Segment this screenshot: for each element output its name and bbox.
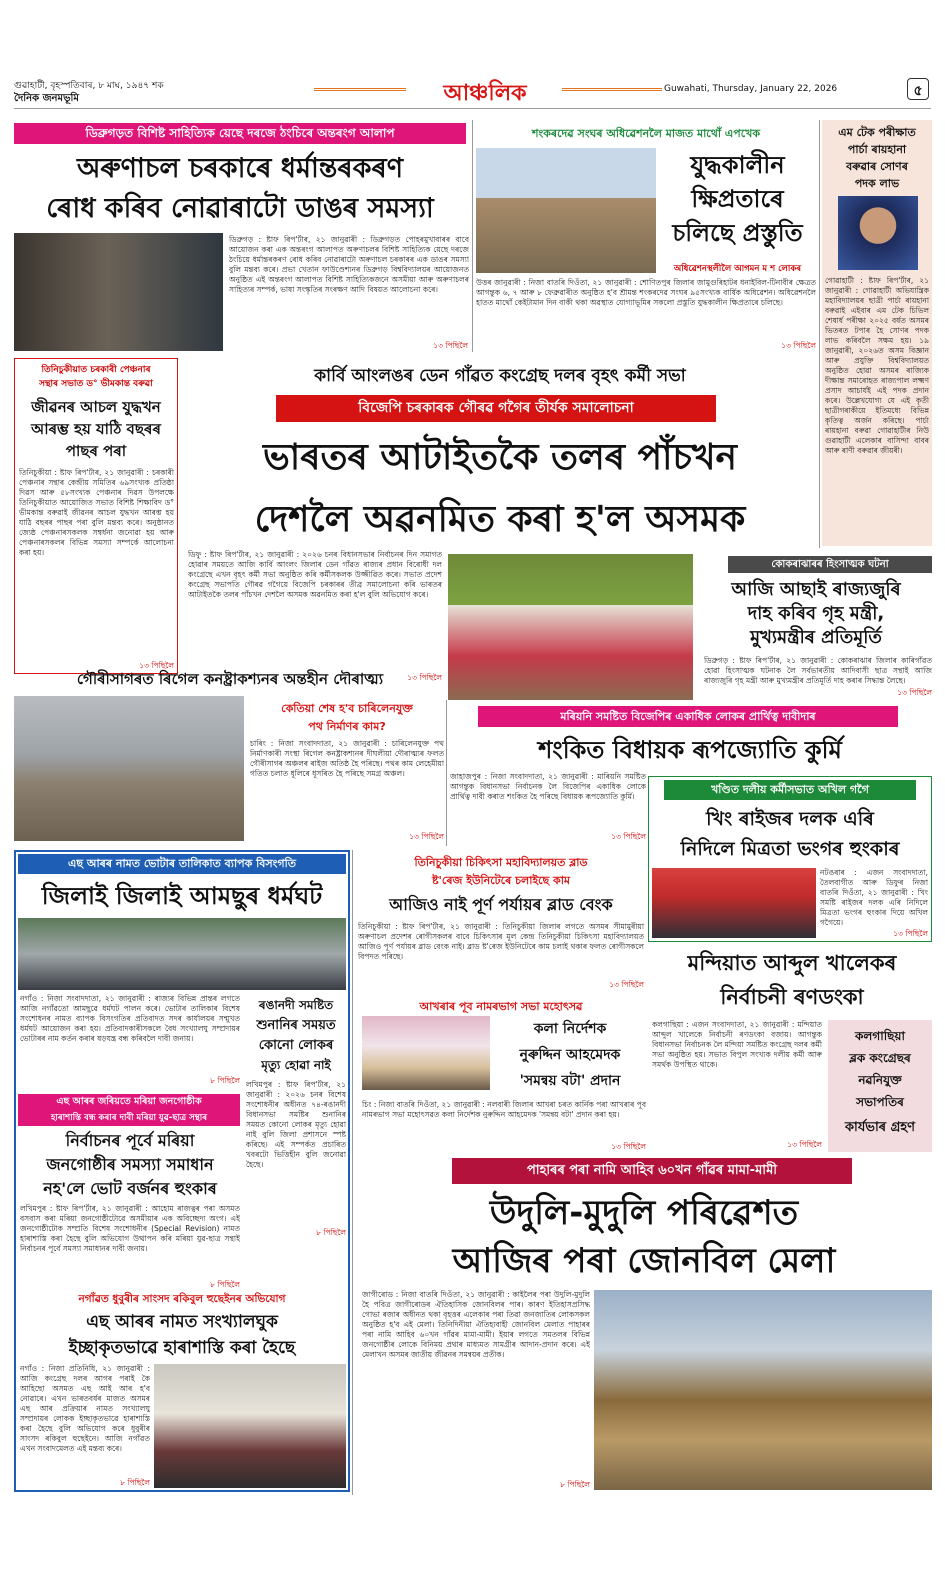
column-rule-2 (819, 120, 820, 548)
story5-headline-1: ভাৰতৰ আটাইতকৈ তলৰ পাঁচখন (262, 437, 738, 478)
story11-body: লখিমপুৰ : ষ্টাফ ৰিপ'ৰ্টাৰ, ২১ জানুৱাৰী : ২০২৬ চনৰ বিশেষ সংশোধনীৰ অধীনত ৭৪-ৰঙানদী বিধানসভা সমষ্টিৰ শুনানিৰ সময়ত কোনো লোকৰ মৃত্যু হোৱা নাই বুলি জিলা প্ৰশাসনে স্পষ্ট কৰিছে। এই সম্পৰ্কত প্ৰচাৰিত খবৰটো ভিত্তিহীন বুলি জনোৱা হৈছে। (246, 1080, 346, 1169)
header-left-date: গুৱাহাটী, বৃহস্পতিবাৰ, ৮ মাঘ, ১৯৪৭ শক (14, 81, 164, 91)
story5-continued: ১৩ পিছিলৈ (407, 673, 442, 682)
story18-headline-1: উদুলি-মুদুলি পৰিৱেশত (489, 1193, 799, 1233)
story2-caption: অধিৱেশনস্থলীলৈ আগমন ম শ লোকৰ (673, 264, 802, 274)
story9-body: নটঙৰাৰ : এজন সংবাদদাতা, তৈলবাগীত আৰু ডিফুৰ নিজা বাতৰি দিওঁতা, ২১ জানুৱাৰী : খিং সমষ্টি ৰাইজৰ দলক এৰি নিদিলে মিত্ৰতা ভংগৰ হুংকাৰ দিয়ে অখিল গগৈয়ে। (820, 868, 928, 927)
story14-headline: আজিও নাই পূৰ্ণ পৰ্যায়ৰ ব্লাড বেংক (389, 895, 613, 914)
story9-kicker: খণ্ডিত দলীয় কৰ্মীসভাত অখিল গগৈ (664, 780, 916, 800)
story14-kicker-1: তিনিচুকীয়া চিকিৎসা মহাবিদ্যালয়ত ব্লাড (414, 856, 588, 869)
story9-headline-1: খিং ৰাইজৰ দলক এৰি (706, 808, 874, 830)
story6-headline-3: মুখ্যমন্ত্ৰীৰ প্ৰতিমূৰ্তি (750, 627, 882, 648)
story4-continued: ১৩ পিছিলৈ (139, 661, 174, 670)
column-rule-1 (472, 120, 473, 352)
story8-headline: শংকিত বিধায়ক ৰূপজ্যোতি কুৰ্মি (538, 736, 842, 764)
story16-continued: ১৩ পিছিলৈ (787, 1140, 822, 1149)
story12-headline-1: নিৰ্বাচনৰ পূৰ্বে মৰিয়া (65, 1131, 195, 1150)
story10-body: নগাঁও : নিজা সংবাদদাতা, ২১ জানুৱাৰী : ৰাজ্যৰ বিভিন্ন প্ৰান্তৰ লগতে আজি নগাঁৱতো আমছুৱে ধৰ্মঘট পালন কৰে। ভোটাৰ তালিকাৰ বিশেষ সংশোধনৰ নামত ব্যাপক বিসংগতিৰ প্ৰতিবাদত সদৰ কাৰ্যালয়ৰ সন্মুখত ধৰ্মঘট আয়োজন কৰা হয়। প্ৰতিবাদকাৰীসকলে বৈধ সংখ্যালঘু সম্প্ৰদায়ৰ ভোটাৰৰ নাম কৰ্তন কৰাৰ ষড়যন্ত্ৰ বন্ধ কৰিবলৈ দাবী জনায়। (20, 994, 240, 1043)
story1-body: ডিব্ৰুগড় : ষ্টাফ ৰিপ'ৰ্টাৰ, ২১ জানুৱাৰী : ডিব্ৰুগড়ত পোহৰমুখাবাৰৰ বাবে আয়োজন কৰা এক অন্তৰংগ আলাপত অৰুণাচলৰ বিশিষ্ট সাহিত্যিক য়েছে দৰজে ঠংচিয়ে ধৰ্মান্তৰকৰণ ৰোধ কৰিব নোৱাৰাটো অৰুণাচল চৰকাৰৰ এক ডাঙৰ সমস্যা বুলি মন্তব্য কৰে। প্ৰভা খেতান ফাউণ্ডেশ্যনৰ ডিব্ৰুগড় বিশ্ববিদ্যালয়ৰ আয়োজনত অনুষ্ঠিত এই অন্তৰংগ আলাপত বিশিষ্ট সাহিত্যিকজনে অসমীয়া আৰু অৰুণাচলৰ সাহিত্যৰ সম্পৰ্ক, ভাষা সংস্কৃতিৰ সংৰক্ষণ আদি বিষয়ত আলোচনা কৰে। (229, 235, 469, 294)
story4-headline-3: পাছৰ পৰা (65, 442, 127, 460)
header-rule-right (562, 88, 662, 91)
story14-continued: ১৩ পিছিলৈ (609, 980, 644, 989)
story12-kicker-2: হাৰাশাস্তি বন্ধ কৰাৰ দাবী মৰিয়া যুৱ-ছাত্ৰ সন্থাৰ (18, 1110, 240, 1126)
story17-headline-4: সভাপতিৰ (856, 1095, 904, 1109)
story1-continued: ১৩ পিছিলৈ (433, 341, 468, 350)
story14-kicker-2: ষ্ট'ৰেজ ইউনিটেৰে চলাইছে কাম (431, 874, 571, 887)
story2-headline-3: চলিছে প্ৰস্তুতি (672, 219, 803, 247)
story14-body: তিনিচুকীয়া : ষ্টাফ ৰিপ'ৰ্টাৰ, ২১ জানুৱাৰী : তিনিচুকীয়া জিলাৰ লগতে অসমৰ সীমামুৰীয়া অৰুণাচল প্ৰদেশৰ ৰোগীসকলৰ বাবে চিকিৎসাৰ মূল কেন্দ্ৰ তিনিচুকীয়া চিকিৎসা মহাবিদ্যালয়ত আজিও পূৰ্ণ পৰ্যায়ৰ ব্লাড বেংক নাই। ব্লাড ষ্ট'ৰেজ ইউনিটেৰে কাম চলাই থকাৰ ফলত ৰোগীসকলে বিপদত পৰিছে। (358, 922, 644, 961)
story6-continued: ১৩ পিছিলৈ (897, 688, 932, 697)
story11-headline-4: মৃত্যু হোৱা নাই (261, 1058, 331, 1072)
story10-headline: জিলাই জিলাই আমছুৰ ধৰ্মঘট (41, 882, 323, 910)
story12-kicker-1: এছ আৰৰ জৰিয়তে মৰিয়া জনগোষ্ঠীক (18, 1094, 240, 1110)
story13-body: নগাঁও : নিজা প্ৰতিনিধি, ২১ জানুৱাৰী : আজি কংগ্ৰেছ দলৰ আগৰ পৰাই কৈ আহিছো অসমত এছ আই আৰ হ'ব নোৱাৰে। এখন ভাৰতবৰ্ষৰ মাজত অসমৰ এছ আৰ প্ৰক্ৰিয়াৰ নামত সংখ্যালঘু সম্প্ৰদায়ৰ লোকক ইচ্ছাকৃতভাৱে হাৰাশাস্তি কৰা হৈছে বুলি অভিযোগ কৰে ধুবুৰীৰ সাংসদ ৰকিবুল হুছেইনে। আজি নগাঁৱত এখন সংবাদমেলত এই মন্তব্য কৰে। (20, 1364, 150, 1453)
story1-kicker: ডিব্ৰুগড়ত বিশিষ্ট সাহিত্যিক য়েছে দৰজে ঠংচিৰে অন্তৰংগ আলাপ (14, 123, 466, 144)
story13-headline-2: ইচ্ছাকৃতভাৱে হাৰাশাস্তি কৰা হৈছে (68, 1338, 296, 1358)
story17-headline-3: নৱনিযুক্ত (858, 1073, 902, 1087)
story9-continued: ১৩ পিছিলৈ (893, 929, 928, 938)
story6-body: ডিব্ৰুগড় : ষ্টাফ ৰিপ'ৰ্টাৰ, ২১ জানুৱাৰী : কোকৰাঝাৰ জিলাৰ কাৰিগাঁৱত হোৱা হিংসাত্মক ঘটনাক লৈ সৰ্বভাৰতীয় আদিবাসী ছাত্ৰ সন্থাই আজি ৰাজ্যজুৰি গৃহ মন্ত্ৰী আৰু মুখ্যমন্ত্ৰীৰ প্ৰতিমূৰ্তি দাহ কৰাৰ সিদ্ধান্ত লৈছে। (704, 656, 932, 685)
story15-headline-3: 'সমন্বয় বটা' প্ৰদান (519, 1073, 621, 1089)
story17-headline-5: কাৰ্যভাৰ গ্ৰহণ (844, 1120, 916, 1135)
story5-headline: কাৰ্বি আংলঙৰ ডেন গাঁৱত কংগ্ৰেছ দলৰ বৃহৎ কৰ্মী সভা (314, 366, 686, 386)
story16-headline-1: মন্দিয়াত আব্দুল খালেকৰ (687, 951, 897, 975)
header-divider (14, 108, 931, 109)
header-paper-name: দৈনিক জনমভূমি (14, 93, 79, 104)
story18-photo (594, 1290, 932, 1490)
story2-headline-2: ক্ষিপ্ৰতাৰে (691, 185, 784, 213)
story4-body: তিনিচুকীয়া : ষ্টাফ ৰিপ'ৰ্টাৰ, ২১ জানুৱাৰী : চৰকাৰী পেঞ্চনাৰ সন্থাৰ কেন্দ্ৰীয় সমিতিৰ ৬৯সংখ্যক প্ৰতিষ্ঠা দিৱস আৰু ৫৮সংখ্যক পেঞ্চনাৰ দিৱস উপলক্ষে তিনিচুকীয়াত আয়োজিত সভাত বিশিষ্ট শিক্ষাবিদ ড° ভীমকান্ত বৰুৱাই জীৱনৰ আচল যুদ্ধখন আৰম্ভ হয় যাঠি বছৰৰ পাছৰ পৰা বুলি মন্তব্য কৰে। অনুষ্ঠানত জ্যেষ্ঠ পেঞ্চনাৰসকলক সম্বৰ্ধনা জনোৱা হয় আৰু পেঞ্চনাৰসকলৰ বিভিন্ন সমস্যা সম্পৰ্কে আলোচনা কৰা হয়। (19, 468, 174, 557)
story17-headline-2: ব্লক কংগ্ৰেছৰ (849, 1051, 911, 1065)
story11-headline-1: ৰঙানদী সমষ্টিত (258, 998, 334, 1012)
story4-kicker-2: সন্থাৰ সভাত ড° ভীমকান্ত বৰুৱা (39, 379, 153, 389)
story7-headline: গৌৰীসাগৰত ৰিগেল কনষ্ট্ৰাকশ্যনৰ অন্তহীন দৌৰাত্ম্য (76, 670, 384, 688)
story2-body: উত্তৰ জানুৱাৰী : নিজা বাতৰি দিওঁতা, ২১ জানুৱাৰী : শোণিতপুৰ জিলাৰ জামুগুৰিহাটৰ ধনাইবিল-টিনাবীৰ ক্ষেত্ৰত আগন্তুক ৬, ৭ আৰু ৮ ফেব্ৰুৱাৰীত অনুষ্ঠিত হ'ব শ্ৰীমন্ত শংকৰদেৱ সংঘৰ ৯৫সংখ্যক বাৰ্ষিক অধিৱেশন। অধিৱেশনলৈ হাতত মাথোঁ কেইটামান দিন বাকী থকা অৱস্থাত যোগ্যাভূমিৰ সকলো প্ৰস্তুতি যুদ্ধকালীন ক্ষিপ্ৰতাৰে চলিছে। (476, 278, 816, 307)
story10-continued: ৮ পিছিলৈ (210, 1076, 240, 1085)
story4-headline-2: আৰম্ভ হয় যাঠি বছৰৰ (31, 420, 161, 438)
story1-headline-1: অৰুণাচল চৰকাৰে ধৰ্মান্তৰকৰণ (76, 153, 404, 184)
story6-headline-1: আজি আছাই ৰাজ্যজুৰি (731, 579, 901, 600)
story18-continued: ৮ পিছিলৈ (560, 1480, 590, 1489)
story16-body: কলগাছিয়া : এজন সংবাদদাতা, ২১ জানুৱাৰী : মন্দিয়াত আব্দুল খালেকে নিৰ্বাচনী ৰণডংকা বজায়। আগন্তুক বিধানসভা নিৰ্বাচনক লৈ মন্দিয়া সমষ্টিত কংগ্ৰেছ দলৰ কৰ্মী সভা অনুষ্ঠিত হয়। সভাত বিপুল সংখ্যক দলীয় কৰ্মী আৰু সমৰ্থক উপস্থিত থাকে। (652, 1020, 822, 1069)
story18-body: জাগীৰোড : নিজা বাতৰি দিওঁতা, ২১ জানুৱাৰী : কাইলৈৰ পৰা উদুলি-মুদুলি হৈ পবিত্ৰ জাগীৰোডৰ ঐতিহাসিক জোনবিলৰ পাৰ। কাৰণ ইতিহাসপ্ৰসিদ্ধ গোভা ৰজাৰ অধীনত থকা বৃহত্তৰ এলেকাৰ পৰা তিৱা জনজাতিৰ লোকসকল অনুষ্ঠিত হ'ব এই মেলা। তিনিদিনীয়া ঐতিহ্যবাহী জোনবিল মেলাত পাহাৰৰ পৰা নামি আহিব ৬০খন গাঁৱৰ মামা-মামী। ইয়াৰ লগতে সমতলৰ বিভিন্ন জনগোষ্ঠীৰ লোকে বিনিময় প্ৰথাৰ মাধ্যমত সামগ্ৰীৰ আদান-প্ৰদান কৰে। এই মেলাখন অসমৰ জাতীয় জীৱনৰ সমন্বয়ৰ প্ৰতীক। (362, 1290, 590, 1359)
story18-kicker: পাহাৰৰ পৰা নামি আহিব ৬০খন গাঁৱৰ মামা-মামী (452, 1158, 852, 1184)
story5-headline-2: দেশলৈ অৱনমিত কৰা হ'ল অসমক (254, 499, 746, 540)
column-rule-4 (352, 850, 353, 1495)
story8-body: জাহাজপুৰ : নিজা সংবাদদাতা, ২১ জানুৱাৰী : মাৰিয়নি সমষ্টিত আগন্তুক বিধানসভা নিৰ্বাচনক লৈ বিজেপিৰ একাধিক লোকে প্ৰাৰ্থিত্ব দাবী কৰাত শংকিত হৈ পৰিছে বিধায়ক ৰূপজ্যোতি কুৰ্মি। (450, 772, 646, 801)
story2-photo (476, 148, 656, 273)
story10-photo (18, 918, 346, 990)
story18-headline-2: আজিৰ পৰা জোনবিল মেলা (452, 1241, 836, 1281)
story10-kicker: এছ আৰৰ নামত ভোটাৰ তালিকাত ব্যাপক বিসংগতি (18, 854, 346, 874)
page-number: ৫ (907, 78, 929, 100)
story11-headline-3: কোনো লোকৰ (258, 1038, 334, 1053)
story11-headline-2: শুনানিৰ সময়ত (256, 1018, 336, 1033)
story9-headline-2: নিদিলে মিত্ৰতা ভংগৰ হুংকাৰ (680, 838, 900, 860)
masthead (14, 78, 931, 108)
story3-headline-3: বৰুৱাৰ সোণৰ (846, 160, 908, 173)
story15-headline-1: কলা নিৰ্দেশক (533, 1021, 607, 1037)
story13-headline-1: এছ আৰৰ নামত সংখ্যালঘুক (86, 1312, 278, 1332)
story5-kicker: বিজেপি চৰকাৰক গৌৰৱ গগৈৰ তীৰ্যক সমালোচনা (276, 395, 716, 422)
story13-photo (154, 1364, 346, 1488)
story3-body: গোৱাহাটী : ষ্টাফ ৰিপ'ৰ্টাৰ, ২১ জানুৱাৰী : গোৱাহাটী অভিযান্ত্ৰিক মহাবিদ্যালয়ৰ ছাত্ৰী পাৰ্চা ৰায়হানা বৰুৱাই এইবাৰ এম টেক চিভিল শেষাৰ্ধ পৰীক্ষা ২০২৫ বৰ্ষত অসমৰ ভিতৰত টপাৰ হৈ সোণৰ পদক লাভ কৰিবলৈ সক্ষম হয়। ১৯ জানুৱাৰী, ২০২৬ত অসম বিজ্ঞান আৰু প্ৰযুক্তি বিশ্ববিদ্যালয়ত অনুষ্ঠিত হোৱা অসমৰ ৰাজ্যিক দীক্ষান্ত সমাৰোহত ৰাজ্যপাল লক্ষ্মণ প্ৰসাদ আচাৰ্যই এই পদক প্ৰদান কৰে। উল্লেখযোগ্য যে এই কৃতী ছাত্ৰীগৰাকীয়ে ইতিমধ্যে বিভিন্ন কৃতিত্ব অৰ্জন কৰিছে। পাৰ্চা ৰায়হানা বৰুৱা গোৱাহাটীৰ নিউ গুৱাহাটী এলেকাৰ বাসিন্দা বাবৰ আৰু ৰাণী বৰুৱাৰ জীয়ৰী। (825, 276, 929, 455)
story3-headline-1: এম টেক পৰীক্ষাত (838, 126, 916, 139)
story1-photo (14, 233, 223, 351)
story12-body: লখিমপুৰ : ষ্টাফ ৰিপ'ৰ্টাৰ, ২১ জানুৱাৰী : আহোম ৰাজত্বৰ পৰা অসমত বসবাস কৰা মৰিয়া জনগোষ্ঠীটোৱে অসমীয়াৰ এক অবিচ্ছেদ্য অংগ। এই জনগোষ্ঠীটোক সম্প্ৰতি বিশেষ সংশোধনীৰ (Special Revision) নামত হাৰাশাস্তি কৰা হৈছে বুলি অভিযোগ উত্থাপন কৰি মৰিয়া যুৱ-ছাত্ৰ সন্থাই নিৰ্বাচনৰ পূৰ্বে সমস্যা সমাধানৰ দাবী জনায়। (20, 1204, 240, 1253)
story15-body: চিং : নিজা বাতৰি দিওঁতা, ২১ জানুৱাৰী : নলবাৰী জিলাৰ আখৰা চৰত কাৰ্নিক পৰা আখৰাৰ পূব নামৰভাগ সভা মহোৎসৱত কলা নিৰ্দেশক নুৰুদ্দিন আহমেদক 'সমন্বয় বটা' প্ৰদান কৰা হয়। (362, 1100, 646, 1119)
story3-photo (838, 196, 918, 270)
story16-headline-2: নিৰ্বাচনী ৰণডংকা (720, 985, 864, 1009)
story8-continued: ১৩ পিছিলৈ (611, 832, 646, 841)
story7-subhead-1: কেতিয়া শেষ হ'ব চাৰিলেনযুক্ত (281, 702, 413, 715)
story13-continued: ৮ পিছিলৈ (120, 1478, 150, 1487)
story17-headline-1: কলগাছিয়া (855, 1029, 905, 1043)
story2-continued: ১৩ পিছিলৈ (781, 341, 816, 350)
story6-kicker: কোকৰাঝাৰৰ হিংসাত্মক ঘটনা (728, 556, 932, 573)
story15-photo (362, 1016, 490, 1090)
story4-kicker-1: তিনিচুকীয়াত চৰকাৰী পেঞ্চনাৰ (41, 365, 151, 375)
story2-headline-1: যুদ্ধকালীন (690, 151, 785, 179)
story5-rally-photo (448, 554, 693, 700)
story15-headline-2: নুৰুদ্দিন আহমেদক (519, 1047, 621, 1063)
story12-headline-3: নহ'লে ভোট বৰ্জনৰ হুংকাৰ (43, 1179, 217, 1198)
story8-kicker: মৰিয়নি সমষ্টিত বিজেপিৰ একাধিক লোকৰ প্ৰাৰ্থিত্ব দাবীদাৰ (478, 706, 898, 727)
header-rule-left (314, 88, 406, 91)
story3-headline-2: পাৰ্চা ৰায়হানা (847, 143, 907, 156)
story15-kicker: আখৰাৰ পূব নামৰভাগ সভা মহোৎসৱ (419, 1000, 583, 1013)
story1-headline-2: ৰোধ কৰিব নোৱাৰাটো ডাঙৰ সমস্যা (46, 193, 434, 224)
story9-photo (652, 868, 816, 938)
story7-photo (14, 696, 244, 841)
story15-continued: ১৩ পিছিলৈ (611, 1142, 646, 1151)
story11-continued: ৮ পিছিলৈ (316, 1228, 346, 1237)
column-rule-3 (446, 700, 447, 846)
story3-headline-4: পদক লাভ (854, 177, 900, 190)
story13-kicker: নগাঁৱত ধুবুৰীৰ সাংসদ ৰকিবুল হুছেইনৰ অভিযোগ (78, 1293, 286, 1305)
story5-body: ডিফু : ষ্টাফ ৰিপ'ৰ্টাৰ, ২১ জানুৱাৰী : ২০২৬ চনৰ বিধানসভাৰ নিৰ্বাচনৰ দিন সমাগত হোৱাৰ সময়তে আজি কাৰ্বি আংলং জিলাৰ ডেন গাঁৱত ৰাজ্যৰ প্ৰধান বিৰোধী দল কংগ্ৰেছে এখন বৃহৎ কৰ্মী সভা অনুষ্ঠিত কৰি কৰ্মীসকলক উজ্জীৱিত কৰে। সভাত প্ৰদেশ কংগ্ৰেছ সভাপতি গৌৰৱ গগৈয়ে বিজেপি চৰকাৰৰ তীব্ৰ সমালোচনা কৰি ভাৰতৰ আটাইতকৈ তলৰ পাঁচখন দেশলৈ অসমক অৱনমিত কৰা হ'ল বুলি অভিযোগ কৰে। (188, 550, 442, 599)
story12-headline-2: জনগোষ্ঠীৰ সমস্যা সমাধান (46, 1155, 214, 1174)
story6-headline-2: দাহ কৰিব গৃহ মন্ত্ৰী, (747, 603, 885, 624)
section-title: আঞ্চলিক (443, 81, 527, 106)
story7-continued: ১৩ পিছিলৈ (409, 832, 444, 841)
story7-body: চাৰিং : নিজা সংবাদদাতা, ২১ জানুৱাৰী : চাৰিলেনযুক্ত পথ নিৰ্মাণকাৰী সংস্থা ৰিগেল কনষ্ট্ৰাকশ্যনৰ দীঘলীয়া দৌৰাত্ম্যৰ ফলত গৌৰীসাগৰ অঞ্চলৰ ৰাইজ অতিষ্ঠ হৈ পৰিছে। পথৰ কাম লেহেমীয়া গতিত চলাত ধূলিৰে ধূসৰিত হৈ পৰিছে সমগ্ৰ অঞ্চল। (250, 739, 444, 778)
story7-subhead-2: পথ নিৰ্মাণৰ কাম? (308, 720, 386, 733)
story4-headline-1: জীৱনৰ আচল যুদ্ধখন (31, 398, 161, 416)
header-right-date: Guwahati, Thursday, January 22, 2026 (664, 84, 838, 94)
story2-kicker: শংকৰদেৱ সংঘৰ অধিৱেশনলৈ মাজত মাথোঁ এপখেক (531, 127, 761, 140)
story12-continued: ৮ পিছিলৈ (210, 1280, 240, 1289)
